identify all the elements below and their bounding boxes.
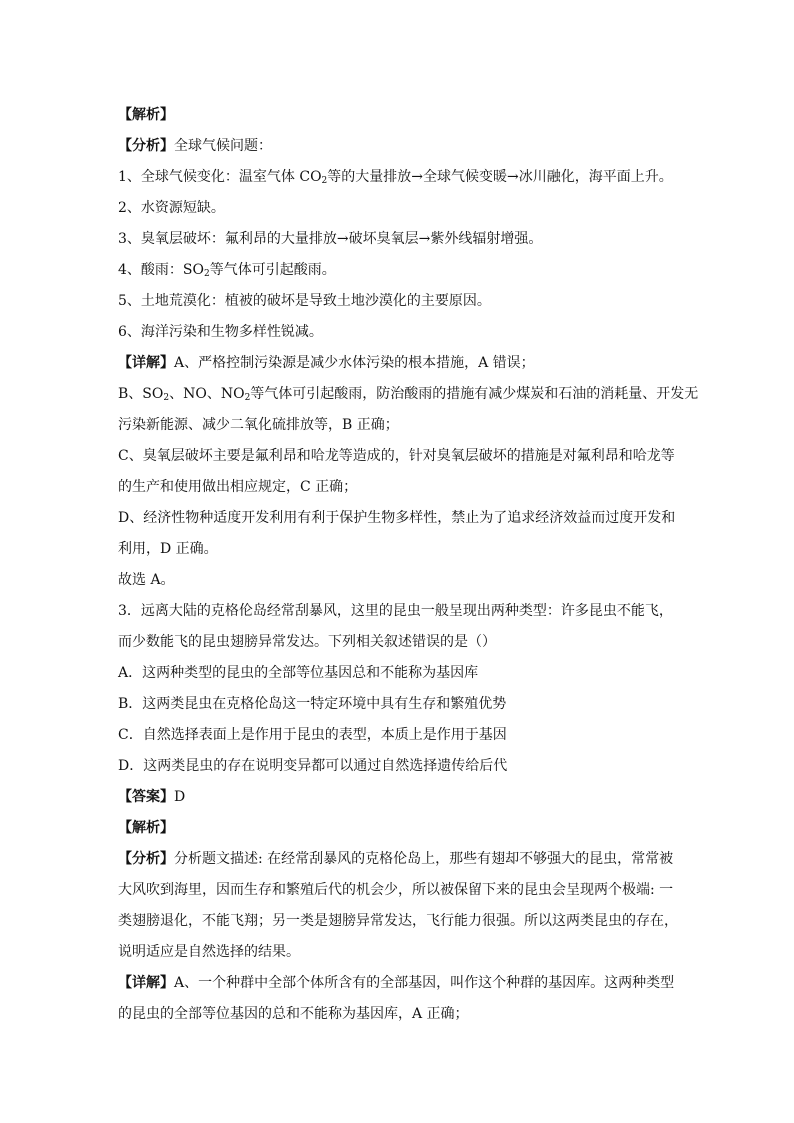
question-stem: 3．远离大陆的克格伦岛经常刮暴风，这里的昆虫一般呈现出两种类型：许多昆虫不能飞， [118,603,673,619]
question-option-c: C．自然选择表面上是作用于昆虫的表型，本质上是作用于基因 [118,727,507,743]
detail-option-d-cont: 利用，D 正确。 [118,541,218,557]
analysis-text: 全球气候问题： [174,138,272,154]
analysis-paragraph-cont: 说明适应是自然选择的结果。 [118,944,300,960]
analysis-label: 【分析】 [118,138,174,154]
document-page [118,100,699,1030]
detail-option-b: B、$SO_2$、NO、$NO_2$等气体可引起酸雨，防治酸雨的措施有减少煤炭和石油的消耗量、开发无 [118,386,699,403]
question-option-d: D．这两类昆虫的存在说明变异都可以通过自然选择遗传给后代 [118,758,508,774]
analysis-paragraph-cont: 类翅膀退化，不能飞翔；另一类是翅膀异常发达，飞行能力很强。所以这两类昆虫的存在， [118,913,678,929]
answer-label: 【答案】 [118,789,174,805]
answer-line [118,782,683,813]
analysis-heading: 【解析】 [118,107,174,123]
question-option-a: A．这两种类型的昆虫的全部等位基因总和不能称为基因库 [118,665,479,681]
analysis-paragraph: 【分析】分析题文描述: 在经常刮暴风的克格伦岛上，那些有翅却不够强大的昆虫，常常被 [118,851,674,867]
list-item: 2、水资源短缺。 [118,200,225,216]
analysis-heading-2: 【解析】 [118,820,174,836]
choice-result: 故选 A。 [118,572,175,588]
list-item: 4、酸雨：$SO_2$等气体可引起酸雨。 [118,262,336,279]
detail-label: 【详解】 [118,355,174,371]
detail-option-c-cont: 的生产和使用做出相应规定，C 正确； [118,479,358,495]
detail-label-2: 【详解】 [118,975,174,991]
question-option-b: B．这两类昆虫在克格伦岛这一特定环境中具有生存和繁殖优势 [118,696,507,712]
analysis-label-2: 【分析】 [118,851,174,867]
detail-paragraph-cont: 的昆虫的全部等位基因的总和不能称为基因库，A 正确； [118,1006,469,1022]
detail-paragraph: 【详解】A、一个种群中全部个体所含有的全部基因，叫作这个种群的基因库。这两种类型 [118,975,675,991]
question-stem-cont: 而少数能飞的昆虫翅膀异常发达。下列相关叙述错误的是（） [118,634,496,650]
list-item: 3、臭氧层破坏：氟利昂的大量排放→破坏臭氧层→紫外线辐射增强。 [118,231,543,247]
answer-value: D [174,789,186,805]
analysis-paragraph-cont: 大风吹到海里，因而生存和繁殖后代的机会少，所以被保留下来的昆虫会呈现两个极端: 一 [118,882,674,898]
detail-option-a: 【详解】A、严格控制污染源是减少水体污染的根本措施，A 错误； [118,355,535,371]
list-item: 1、全球气候变化：温室气体 $CO_2$等的大量排放→全球气候变暖→冰川融化，海平面上升。 [118,169,673,186]
detail-option-d: D、经济性物种适度开发利用有利于保护生物多样性，禁止为了追求经济效益而过度开发和 [118,510,676,526]
analysis-summary [118,131,683,162]
list-item: 5、土地荒漠化：植被的破坏是导致土地沙漠化的主要原因。 [118,293,491,309]
list-item: 6、海洋污染和生物多样性锐减。 [118,324,323,340]
detail-option-c: C、臭氧层破坏主要是氟利昂和哈龙等造成的，针对臭氧层破坏的措施是对氟利昂和哈龙等 [118,448,675,464]
detail-option-b-cont: 污染新能源、减少二氧化硫排放等，B 正确； [118,417,399,433]
